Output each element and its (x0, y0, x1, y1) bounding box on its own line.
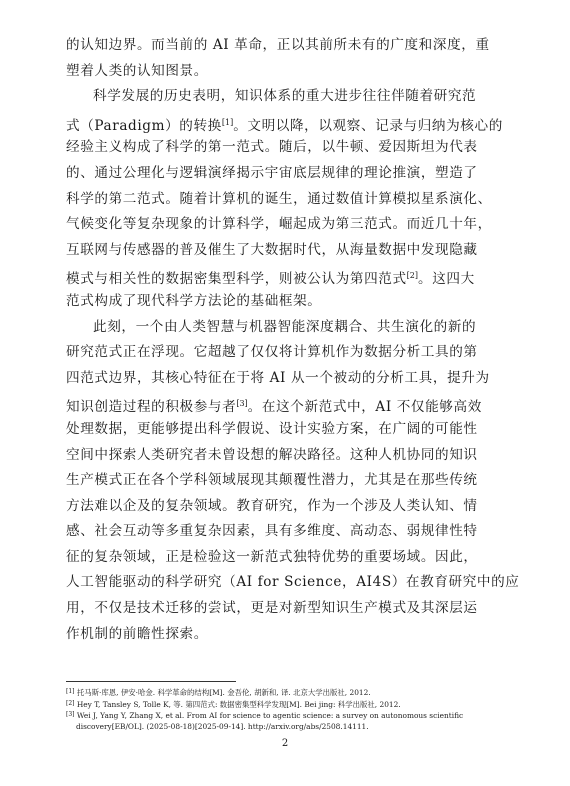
paragraph-line: 研究范式正在浮现。它超越了仅仅将计算机作为数据分析工具的第 (66, 344, 478, 361)
paragraph-line: 经验主义构成了科学的第一范式。随后，以牛顿、爱因斯坦为代表 (66, 139, 478, 156)
paragraph-line: 模式与相关性的数据密集型科学，则被公认为第四范式[2]。这四大 (66, 271, 475, 288)
paragraph-line: 的、通过公理化与逻辑演绎揭示宇宙底层规律的理论推演，塑造了 (66, 164, 478, 181)
paragraph-line: 科学发展的历史表明，知识体系的重大进步往往伴随着研究范 (93, 88, 477, 105)
paragraph-line: 互联网与传感器的普及催生了大数据时代，从海量数据中发现隐藏 (66, 241, 478, 258)
body-text (66, 33, 520, 647)
paragraph-line: 征的复杂领域，正是检验这一新范式独特优势的重要场域。因此， (66, 548, 478, 565)
paragraph-line: 科学的第二范式。随着计算机的诞生，通过数值计算模拟星系演化、 (66, 190, 492, 207)
paragraph-line: 处理数据，更能够提出科学假说、设计实验方案，在广阔的可能性 (66, 420, 478, 437)
paragraph-line: 的认知边界。而当前的 AI 革命，正以其前所未有的广度和深度，重 (66, 37, 490, 53)
footnotes (66, 687, 506, 732)
paragraph-line: 生产模式正在各个学科领域展现其颠覆性潜力，尤其是在那些传统 (66, 472, 478, 489)
footnote (66, 687, 506, 699)
citation-ref[interactable]: [2] (406, 271, 418, 281)
footnote-text: 托马斯·库恩, 伊安·哈金. 科学革命的结构[M]. 金吾伦, 胡新和, 译. 北京大学出版社, 2012. (76, 688, 371, 697)
paragraph-line: 空间中探索人类研究者未曾设想的解决路径。这种人机协同的知识 (66, 446, 478, 463)
citation-ref[interactable]: [3] (236, 399, 248, 409)
footnote-text: Hey T, Tansley S, Tolle K, 等. 第四范式: 数据密集型科学发现[M]. Bei jing: 科学出版社, 2012. (76, 699, 401, 709)
footnote-divider (66, 681, 236, 682)
paragraph-line: 方法难以企及的复杂领域。教育研究，作为一个涉及人类认知、情 (66, 497, 478, 514)
footnote-text: Wei J, Yang Y, Zhang X, et al. From AI for science to agentic science: a survey on autonomous scientific (76, 711, 464, 721)
footnote-number: [3] (66, 711, 75, 719)
paragraph-line: 气候变化等复杂现象的计算科学，崛起成为第三范式。而近几十年， (66, 216, 492, 233)
footnote (66, 699, 506, 711)
page-number: 2 (281, 738, 289, 749)
paragraph-line: 范式构成了现代科学方法论的基础框架。 (66, 292, 322, 309)
paragraph-line: 作机制的前瞻性探索。 (66, 625, 208, 642)
footnote (66, 710, 506, 722)
paragraph-line: 四范式边界，其核心特征在于将 AI 从一个被动的分析工具，提升为 (66, 369, 490, 386)
paragraph-line: 此刻，一个由人类智慧与机器智能深度耦合、共生演化的新的 (93, 318, 477, 335)
footnote-number: [2] (66, 699, 75, 707)
paragraph-line: 人工智能驱动的科学研究（AI for Science，AI4S）在教育研究中的应 (66, 574, 520, 591)
footnote-continuation[interactable]: discovery[EB/OL]. (2025-08-18)[2025-09-14]. http://arxiv.org/abs/2508.14111. (76, 721, 369, 731)
citation-ref[interactable]: [1] (221, 117, 234, 127)
paragraph-line: 知识创造过程的积极参与者[3]。在这个新范式中，AI 不仅能够高效 (66, 399, 482, 416)
paragraph-line: 感、社会互动等多重复杂因素，具有多维度、高动态、弱规律性特 (66, 523, 478, 540)
paragraph-line: 用，不仅是技术迁移的尝试，更是对新型知识生产模式及其深层运 (66, 600, 478, 617)
paragraph-line: 式（Paradigm）的转换[1]。文明以降，以观察、记录与归纳为核心的 (66, 117, 503, 134)
footnote-number: [1] (66, 688, 75, 695)
paragraph-line: 塑着人类的认知图景。 (66, 62, 208, 79)
